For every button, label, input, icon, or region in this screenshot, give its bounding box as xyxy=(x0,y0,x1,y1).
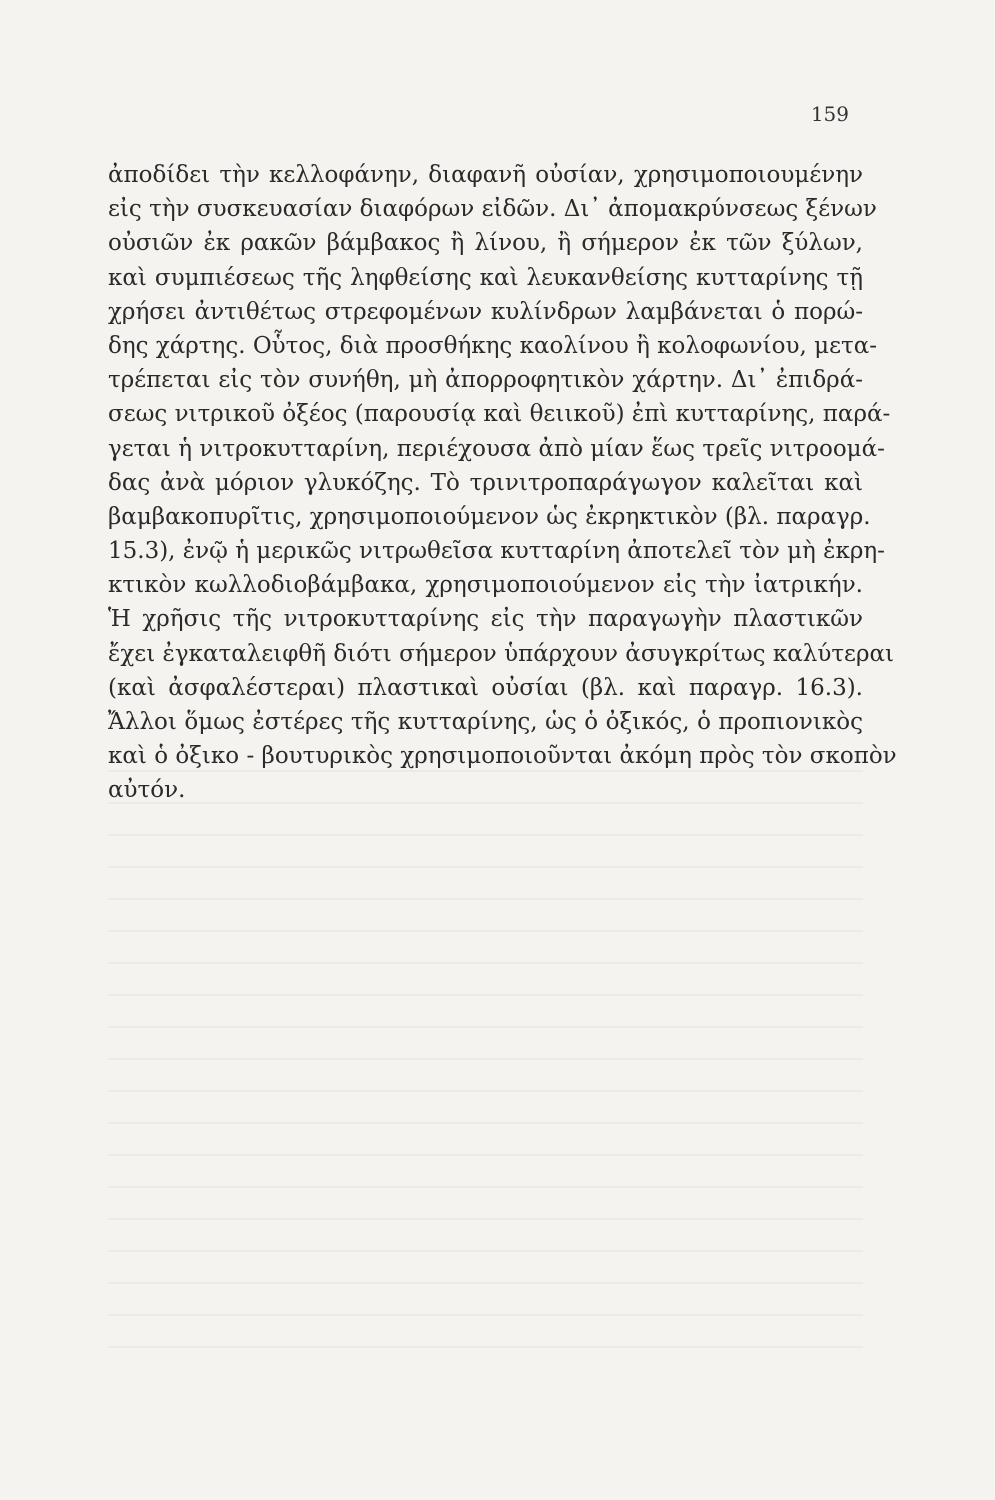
text-line: οὐσιῶν ἐκ ρακῶν βάμβακος ἢ λίνου, ἢ σήμερον ἐκ τῶν ξύλων, xyxy=(108,230,863,257)
text-line: 15.3), ἐνῷ ἡ μερικῶς νιτρωθεῖσα κυτταρίνη ἀποτελεῖ τὸν μὴ ἐκρη- xyxy=(108,538,885,565)
text-line: ἀποδίδει τὴν κελλοφάνην, διαφανῆ οὐσίαν, χρησιμοποιουμένην xyxy=(108,162,863,188)
text-line: βαμβακοπυρῖτις, χρησιμοποιούμενον ὡς ἐκρηκτικὸν (βλ. παραγρ. xyxy=(108,503,871,530)
text-line: ἔχει ἐγκαταλειφθῆ διότι σήμερον ὑπάρχουν ἀσυγκρίτως καλύτεραι xyxy=(108,640,895,667)
text-line: δης χάρτης. Οὗτος, διὰ προσθήκης καολίνου ἢ κολοφωνίου, μετα- xyxy=(108,332,878,359)
text-line: Ἄλλοι ὅμως ἐστέρες τῆς κυτταρίνης, ὡς ὁ ὀξικός, ὁ προπιονικὸς xyxy=(108,709,863,735)
page-number: 159 xyxy=(810,102,849,126)
show-through-shadow xyxy=(108,770,863,1370)
text-line: γεται ἡ νιτροκυτταρίνη, περιέχουσα ἀπὸ μίαν ἕως τρεῖς νιτροομά- xyxy=(108,435,885,462)
body-paragraph xyxy=(108,158,897,808)
text-line: (καὶ ἀσφαλέστεραι) πλαστικαὶ οὐσίαι (βλ. καὶ παραγρ. 16.3). xyxy=(108,674,863,701)
text-line: τρέπεται εἰς τὸν συνήθη, μὴ ἀπορροφητικὸν χάρτην. Δι᾽ ἐπιδρά- xyxy=(108,367,863,394)
text-line: αὐτόν. xyxy=(108,777,186,804)
text-line: δας ἀνὰ μόριον γλυκόζης. Τὸ τρινιτροπαράγωγον καλεῖται καὶ xyxy=(108,469,863,496)
text-line: χρήσει ἀντιθέτως στρεφομένων κυλίνδρων λαμβάνεται ὁ πορώ- xyxy=(108,298,863,325)
text-line: κτικὸν κωλλοδιοβάμβακα, χρησιμοποιούμενον εἰς τὴν ἰατρικήν. xyxy=(108,572,863,599)
text-line: εἰς τὴν συσκευασίαν διαφόρων εἰδῶν. Δι᾽ ἀπομακρύνσεως ξένων xyxy=(108,196,877,223)
text-line: καὶ ὁ ὀξικο - βουτυρικὸς χρησιμοποιοῦνται ἀκόμη πρὸς τὸν σκοπὸν xyxy=(108,743,897,770)
text-line: σεως νιτρικοῦ ὀξέος (παρουσίᾳ καὶ θειικοῦ) ἐπὶ κυτταρίνης, παρά- xyxy=(108,401,891,428)
text-line: καὶ συμπιέσεως τῆς ληφθείσης καὶ λευκανθείσης κυτταρίνης τῇ xyxy=(108,264,863,291)
text-line: Ἡ χρῆσις τῆς νιτροκυτταρίνης εἰς τὴν παραγωγὴν πλαστικῶν xyxy=(108,606,863,633)
